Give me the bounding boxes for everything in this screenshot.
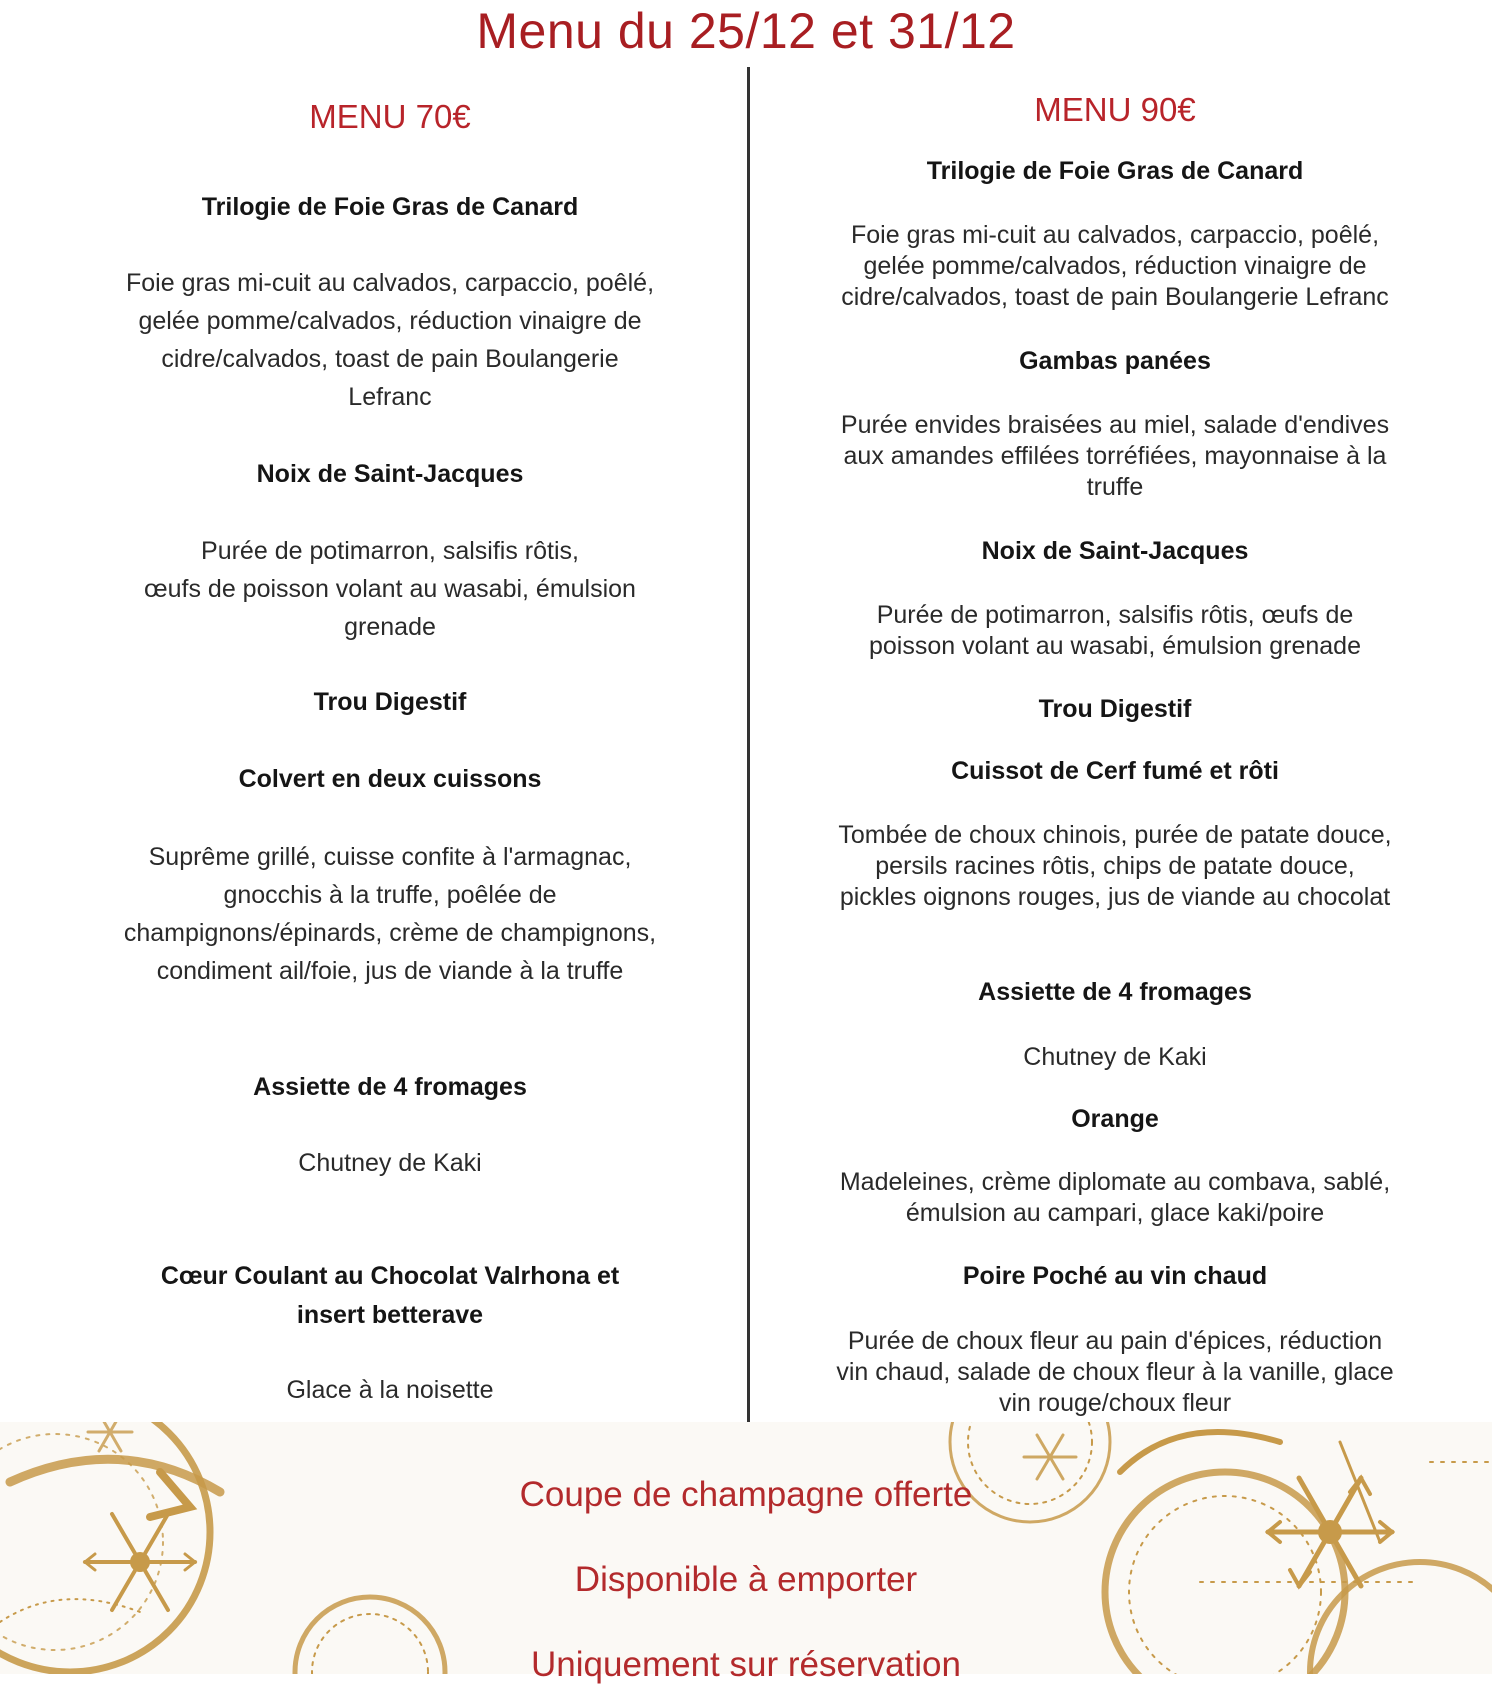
menu-90-dish-7-description [800,1167,1430,1229]
menu-90-dish-2-heading: Gambas panées [1019,347,1211,375]
menu-70-dish-2-heading: Noix de Saint-Jacques [256,460,524,488]
column-divider [747,67,750,1422]
menu-70-title: MENU 70€ [309,98,471,135]
menu-90-dish-8-heading: Poire Poché au vin chaud [962,1262,1268,1290]
desc-line: gelée pomme/calvados, réduction vinaigre de [863,252,1367,280]
heading-line: Cœur Coulant au Chocolat Valrhona et [160,1262,620,1290]
desc-line: persils racines rôtis, chips de patate douce, [875,852,1355,880]
menu-90-dish-2-description [800,410,1430,503]
menu-90-dish-1-heading: Trilogie de Foie Gras de Canard [926,157,1304,185]
menu-90-dish-7-heading: Orange [1071,1105,1159,1133]
desc-line: Madeleines, crème diplomate au combava, sablé, [839,1168,1391,1196]
menu-70-dish-6-heading [80,1257,700,1335]
menu-90-dish-5-description [800,820,1430,913]
menu-90-dish-1-description [800,220,1430,313]
menu-70-dish-5-description [80,1144,700,1182]
footer-reservation: Uniquement sur réservation [531,1645,961,1684]
menu-90-dish-3-description [800,600,1430,662]
desc-line: pickles oignons rouges, jus de viande au chocolat [839,883,1391,911]
desc-line: émulsion au campari, glace kaki/poire [905,1199,1325,1227]
footer-champagne: Coupe de champagne offerte [519,1475,973,1514]
desc-line: champignons/épinards, crème de champignons, [123,919,657,947]
menu-90-title: MENU 90€ [1034,91,1196,128]
desc-line: condiment ail/foie, jus de viande à la truffe [156,957,624,985]
desc-line: cidre/calvados, toast de pain Boulangerie Lefranc [841,283,1389,311]
desc-line: Chutney de Kaki [1023,1043,1207,1071]
desc-line: Purée envides braisées au miel, salade d'endives [840,411,1390,439]
menu-70-dish-3-heading: Trou Digestif [313,688,467,716]
menu-70-dish-4-description [80,838,700,990]
page-title: Menu du 25/12 et 31/12 [476,3,1016,59]
desc-line: vin rouge/choux fleur [998,1389,1232,1417]
menu-70-dish-6-description [80,1371,700,1409]
menu-70-dish-2-description [80,532,700,646]
desc-line: Purée de choux fleur au pain d'épices, réduction [847,1327,1383,1355]
menu-70-dish-1-description [80,264,700,416]
footer-takeaway: Disponible à emporter [574,1560,918,1599]
desc-line: Foie gras mi-cuit au calvados, carpaccio, poêlé, [850,221,1380,249]
heading-line: insert betterave [296,1300,484,1329]
desc-line: cidre/calvados, toast de pain Boulangerie [161,345,619,373]
desc-line: Purée de potimarron, salsifis rôtis, œufs de [876,601,1354,629]
desc-line: Glace à la noisette [286,1376,494,1404]
menu-90-dish-6-description [800,1042,1430,1073]
menu-90-dish-8-description [800,1326,1430,1419]
menu-70-dish-4-heading: Colvert en deux cuissons [238,765,542,793]
christmas-ornament-decoration [0,1422,1492,1674]
desc-line: gelée pomme/calvados, réduction vinaigre de [138,307,642,335]
desc-line: poisson volant au wasabi, émulsion grenade [869,632,1361,660]
desc-line: Purée de potimarron, salsifis rôtis, [201,537,579,565]
desc-line: grenade [344,613,436,641]
menu-90-dish-6-heading: Assiette de 4 fromages [978,978,1252,1006]
desc-line: gnocchis à la truffe, poêlée de [223,881,557,909]
desc-line: Chutney de Kaki [298,1149,482,1177]
menu-90-dish-3-heading: Noix de Saint-Jacques [981,537,1249,565]
desc-line: aux amandes effilées torréfiées, mayonnaise à la [843,442,1387,470]
menu-70-dish-1-heading: Trilogie de Foie Gras de Canard [201,193,579,221]
desc-line: Foie gras mi-cuit au calvados, carpaccio, poêlé, [125,269,655,297]
desc-line: vin chaud, salade de choux fleur à la vanille, glace [836,1358,1394,1386]
desc-line: Tombée de choux chinois, purée de patate douce, [838,821,1392,849]
desc-line: œufs de poisson volant au wasabi, émulsion [144,575,636,603]
desc-line: Suprême grillé, cuisse confite à l'armagnac, [148,843,632,871]
menu-90-dish-4-heading: Trou Digestif [1038,695,1192,723]
desc-line: truffe [1086,473,1144,501]
menu-90-dish-5-heading: Cuissot de Cerf fumé et rôti [951,757,1279,785]
menu-70-dish-5-heading: Assiette de 4 fromages [253,1073,527,1101]
desc-line: Lefranc [348,383,432,411]
